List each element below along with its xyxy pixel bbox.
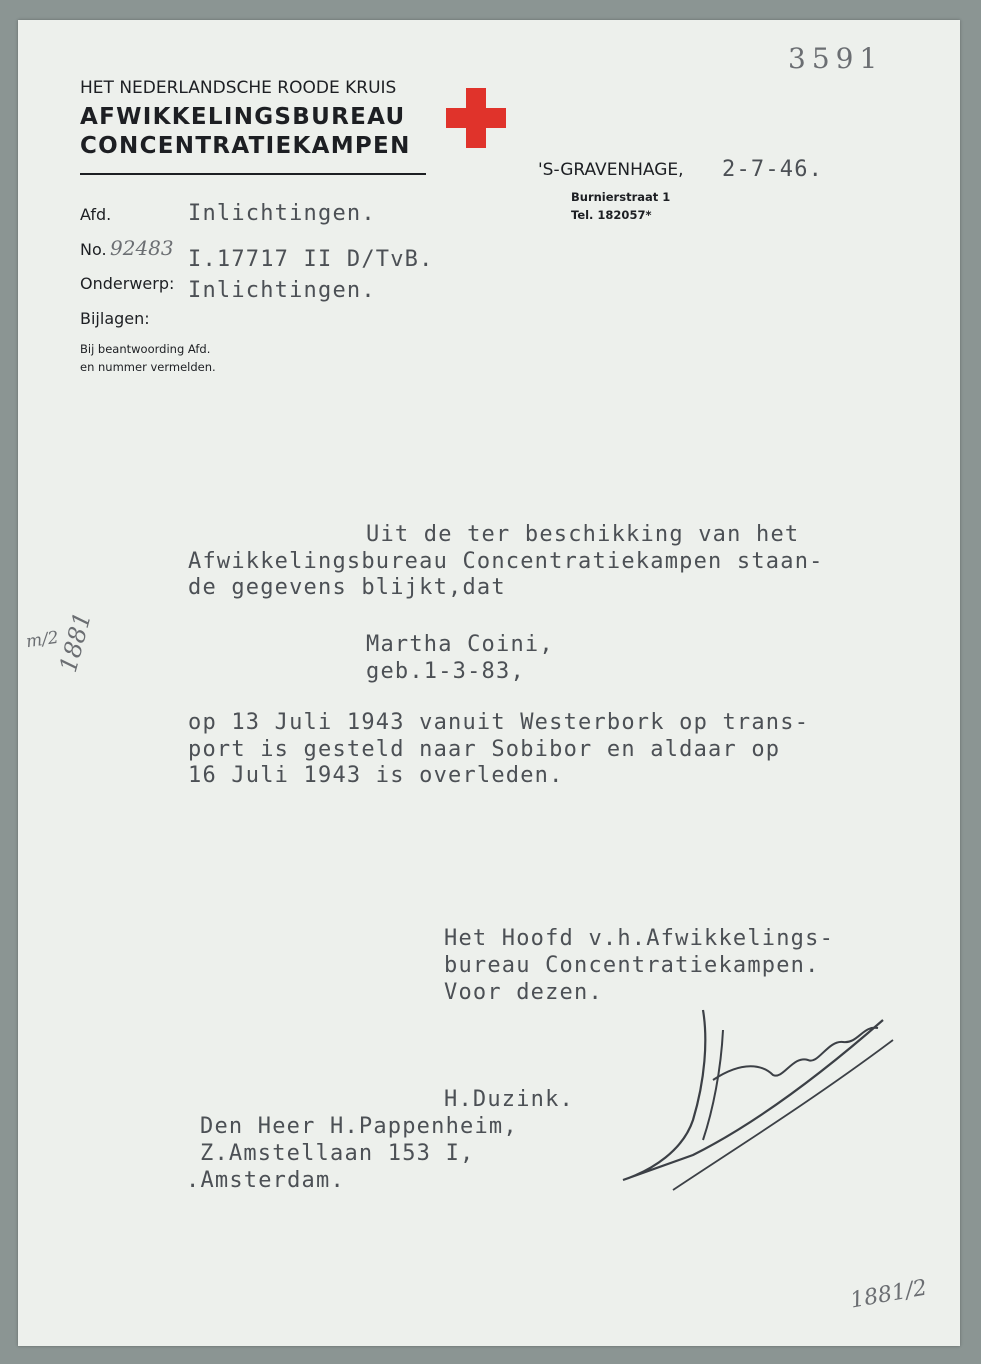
body-line: Uit de ter beschikking van het: [366, 522, 800, 547]
no-handwritten: 92483: [110, 236, 174, 260]
afd-label: Afd.: [80, 205, 112, 224]
onderwerp-value: Inlichtingen.: [188, 278, 376, 303]
recipient-line: Z.Amstellaan 153 I,: [200, 1141, 475, 1166]
handwritten-number-bottom: 1881/2: [848, 1275, 929, 1314]
recipient-line: .Amsterdam.: [186, 1168, 345, 1193]
body-line: port is gesteld naar Sobibor en aldaar op: [188, 737, 781, 762]
closing-line: bureau Concentratiekampen.: [444, 953, 820, 978]
body-line: 16 Juli 1943 is overleden.: [188, 763, 564, 788]
reply-note-line1: Bij beantwoording Afd.: [80, 342, 211, 356]
no-value: I.17717 II D/TvB.: [188, 247, 434, 272]
afd-value: Inlichtingen.: [188, 201, 376, 226]
org-name-line2: AFWIKKELINGSBUREAU: [80, 104, 406, 130]
phone-line: Tel. 182057*: [571, 208, 652, 222]
body-line: op 13 Juli 1943 vanuit Westerbork op trans-: [188, 710, 810, 735]
reply-note-line2: en nummer vermelden.: [80, 360, 216, 374]
city-label: 'S-GRAVENHAGE,: [538, 160, 684, 180]
red-cross-icon: [446, 88, 506, 148]
letterhead-rule: [80, 173, 426, 175]
address-line: Burnierstraat 1: [571, 190, 671, 204]
recipient-line: Den Heer H.Pappenheim,: [200, 1114, 518, 1139]
letter-page: [18, 20, 960, 1346]
signer-name: H.Duzink.: [444, 1087, 575, 1112]
birth-date: geb.1-3-83,: [366, 659, 525, 684]
closing-line: Het Hoofd v.h.Afwikkelings-: [444, 926, 835, 951]
letter-date: 2-7-46.: [722, 157, 824, 182]
handwritten-number-top: 3591: [788, 42, 884, 75]
handwritten-margin-bottom: 1881: [54, 609, 97, 676]
bijlagen-label: Bijlagen:: [80, 309, 150, 328]
handwritten-margin-top: m/2: [24, 627, 60, 653]
person-name: Martha Coini,: [366, 632, 554, 657]
org-name-line3: CONCENTRATIEKAMPEN: [80, 133, 411, 159]
body-line: de gegevens blijkt,dat: [188, 575, 506, 600]
closing-line: Voor dezen.: [444, 980, 603, 1005]
org-name-line1: HET NEDERLANDSCHE ROODE KRUIS: [80, 78, 397, 98]
no-label: No.: [80, 240, 107, 259]
onderwerp-label: Onderwerp:: [80, 274, 175, 293]
body-line: Afwikkelingsbureau Concentratiekampen staan-: [188, 549, 824, 574]
